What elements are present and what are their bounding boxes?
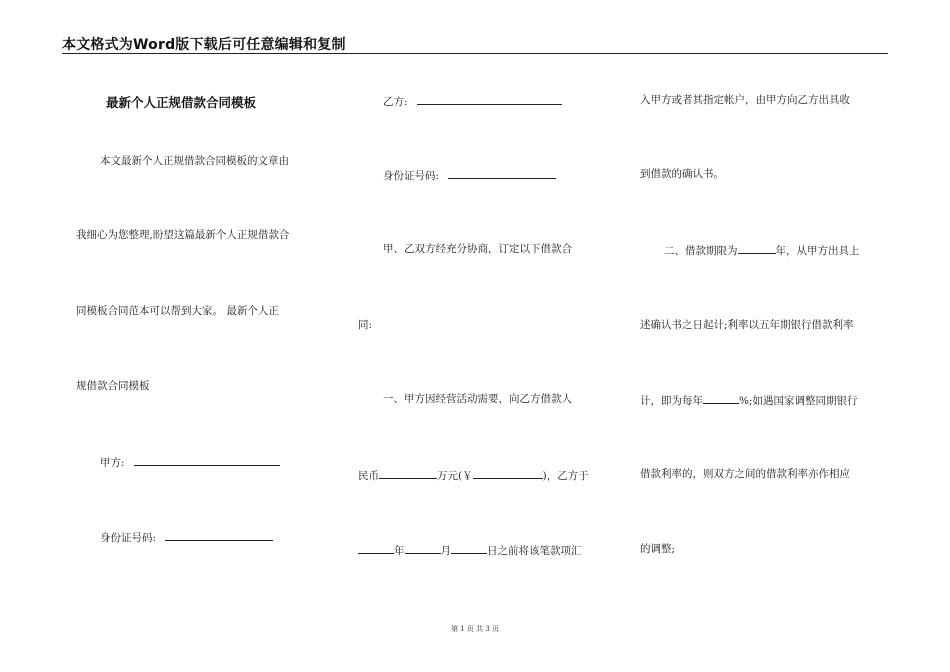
id-b-blank [448, 167, 556, 179]
col2-line: 一、甲方因经营活动需要，向乙方借款人 [383, 393, 572, 405]
text-segment: 年 [394, 545, 405, 557]
text-segment: 月 [440, 545, 451, 557]
col3-line: 到借款的确认书。 [640, 168, 724, 180]
col2-line: 甲、乙双方经充分协商，订定以下借款合 [383, 243, 572, 255]
header-divider [62, 53, 888, 54]
page-number: 第 1 页 共 3 页 [450, 625, 500, 633]
amount-blank [379, 467, 437, 479]
id-b-label: 身份证号码: [383, 170, 440, 182]
text-segment: 计，即为每年 [640, 395, 703, 407]
col1-line: 本文最新个人正规借款合同模板的文章由 [100, 155, 289, 167]
col1-line: 我细心为您整理,盼望这篇最新个人正规借款合 [76, 229, 290, 241]
party-b-row [383, 93, 562, 109]
party-b-label: 乙方: [383, 96, 408, 108]
col3-line: 入甲方或者其指定帐户，由甲方向乙方出具收 [640, 94, 850, 106]
text-segment: 民币 [358, 470, 379, 482]
col1-line: 规借款合同模板 [76, 380, 150, 392]
col3-line: 的调整; [640, 543, 676, 555]
id-a-blank [165, 529, 273, 541]
month-blank [405, 542, 441, 554]
party-a-blank [134, 454, 280, 466]
col3-line: 借款利率的，则双方之间的借款利率亦作相应 [640, 468, 850, 480]
day-blank [451, 542, 487, 554]
id-a-row [100, 529, 273, 545]
loan-date-row [358, 542, 582, 558]
party-a-row [100, 454, 280, 470]
year-blank [358, 542, 394, 554]
rate-blank [703, 392, 739, 404]
amount-figure-blank [473, 467, 543, 479]
col1-line: 同模板合同范本可以帮到大家。 最新个人正 [76, 305, 279, 317]
party-b-blank [417, 93, 562, 105]
party-a-label: 甲方: [100, 457, 125, 469]
col2-line: 同: [358, 319, 373, 331]
text-segment: 万元(￥ [437, 470, 473, 482]
term-blank [738, 242, 776, 254]
loan-term-row [664, 242, 860, 258]
id-a-label: 身份证号码: [100, 532, 157, 544]
text-segment: 二、借款期限为 [664, 245, 738, 257]
loan-amount-row [358, 467, 589, 483]
text-segment: 日之前将该笔款项汇 [487, 545, 582, 557]
id-b-row [383, 167, 556, 183]
text-segment: )，乙方于 [542, 470, 589, 482]
header-text: 本文格式为Word版下载后可任意编辑和复制 [62, 37, 346, 53]
interest-rate-row [640, 392, 858, 408]
text-segment: %;如遇国家调整同期银行 [739, 395, 858, 407]
document-title: 最新个人正规借款合同模板 [106, 95, 257, 110]
col3-line: 述确认书之日起计;利率以五年期银行借款利率 [640, 319, 854, 331]
text-segment: 年，从甲方出具上 [775, 245, 860, 257]
